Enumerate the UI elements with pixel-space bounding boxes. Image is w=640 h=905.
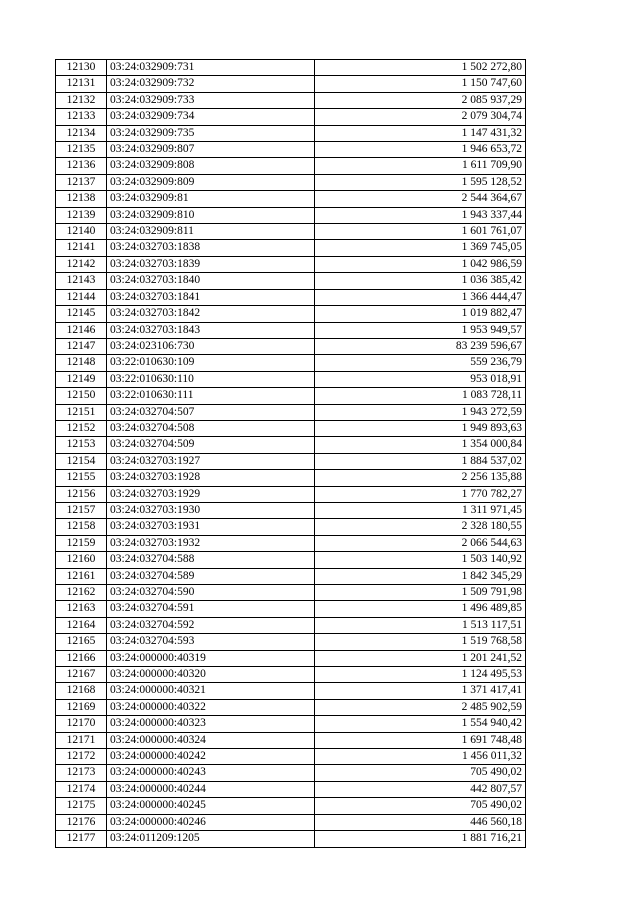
value-cell: 1 124 495,53 — [315, 667, 526, 683]
table-row — [56, 470, 526, 486]
row-number-cell: 12158 — [56, 519, 107, 535]
cadastral-number-cell: 03:24:032703:1930 — [107, 502, 315, 518]
table-row — [56, 831, 526, 847]
cadastral-number-cell: 03:22:010630:111 — [107, 388, 315, 404]
value-cell: 1 946 653,72 — [315, 142, 526, 158]
table-row — [56, 732, 526, 748]
cadastral-number-cell: 03:24:032703:1928 — [107, 470, 315, 486]
cadastral-number-cell: 03:24:000000:40321 — [107, 683, 315, 699]
row-number-cell: 12172 — [56, 749, 107, 765]
value-cell: 559 236,79 — [315, 355, 526, 371]
value-cell: 1 201 241,52 — [315, 650, 526, 666]
value-cell: 1 770 782,27 — [315, 486, 526, 502]
cadastral-number-cell: 03:24:032703:1842 — [107, 306, 315, 322]
value-cell: 1 519 768,58 — [315, 634, 526, 650]
row-number-cell: 12163 — [56, 601, 107, 617]
cadastral-number-cell: 03:24:032909:733 — [107, 92, 315, 108]
value-cell: 1 150 747,60 — [315, 76, 526, 92]
table-row — [56, 142, 526, 158]
row-number-cell: 12162 — [56, 585, 107, 601]
table-row — [56, 650, 526, 666]
row-number-cell: 12148 — [56, 355, 107, 371]
cadastral-number-cell: 03:24:032909:735 — [107, 125, 315, 141]
cadastral-number-cell: 03:24:032909:734 — [107, 109, 315, 125]
cadastral-number-cell: 03:24:032704:592 — [107, 617, 315, 633]
cadastral-number-cell: 03:24:032704:591 — [107, 601, 315, 617]
value-cell: 1 881 716,21 — [315, 831, 526, 847]
value-cell: 1 036 385,42 — [315, 273, 526, 289]
table-row — [56, 667, 526, 683]
cadastral-number-cell: 03:24:000000:40244 — [107, 781, 315, 797]
cadastral-number-cell: 03:24:032909:809 — [107, 174, 315, 190]
value-cell: 1 354 000,84 — [315, 437, 526, 453]
value-cell: 1 509 791,98 — [315, 585, 526, 601]
row-number-cell: 12135 — [56, 142, 107, 158]
table-row — [56, 437, 526, 453]
value-cell: 1 554 940,42 — [315, 716, 526, 732]
cadastral-number-cell: 03:24:032703:1929 — [107, 486, 315, 502]
cadastral-number-cell: 03:24:000000:40324 — [107, 732, 315, 748]
value-cell: 446 560,18 — [315, 814, 526, 830]
row-number-cell: 12140 — [56, 224, 107, 240]
table-row — [56, 338, 526, 354]
row-number-cell: 12136 — [56, 158, 107, 174]
table-row — [56, 388, 526, 404]
cadastral-number-cell: 03:24:032703:1843 — [107, 322, 315, 338]
table-row — [56, 306, 526, 322]
value-cell: 2 085 937,29 — [315, 92, 526, 108]
row-number-cell: 12149 — [56, 371, 107, 387]
table-row — [56, 798, 526, 814]
row-number-cell: 12147 — [56, 338, 107, 354]
row-number-cell: 12175 — [56, 798, 107, 814]
cadastral-number-cell: 03:24:023106:730 — [107, 338, 315, 354]
row-number-cell: 12169 — [56, 699, 107, 715]
row-number-cell: 12159 — [56, 535, 107, 551]
cadastral-number-cell: 03:24:032703:1932 — [107, 535, 315, 551]
row-number-cell: 12167 — [56, 667, 107, 683]
table-row — [56, 502, 526, 518]
row-number-cell: 12164 — [56, 617, 107, 633]
table-row — [56, 371, 526, 387]
row-number-cell: 12138 — [56, 191, 107, 207]
table-row — [56, 420, 526, 436]
cadastral-number-cell: 03:22:010630:110 — [107, 371, 315, 387]
value-cell: 1 595 128,52 — [315, 174, 526, 190]
cadastral-number-cell: 03:24:032909:731 — [107, 60, 315, 76]
table-row — [56, 453, 526, 469]
value-cell: 1 611 709,90 — [315, 158, 526, 174]
table-row — [56, 289, 526, 305]
cadastral-number-cell: 03:24:000000:40246 — [107, 814, 315, 830]
cadastral-number-cell: 03:24:032704:509 — [107, 437, 315, 453]
value-cell: 442 807,57 — [315, 781, 526, 797]
row-number-cell: 12153 — [56, 437, 107, 453]
value-cell: 953 018,91 — [315, 371, 526, 387]
cadastral-number-cell: 03:24:032703:1838 — [107, 240, 315, 256]
cadastral-number-cell: 03:22:010630:109 — [107, 355, 315, 371]
value-cell: 1 943 272,59 — [315, 404, 526, 420]
value-cell: 83 239 596,67 — [315, 338, 526, 354]
row-number-cell: 12160 — [56, 552, 107, 568]
data-table — [55, 59, 526, 848]
row-number-cell: 12150 — [56, 388, 107, 404]
cadastral-number-cell: 03:24:032704:588 — [107, 552, 315, 568]
table-row — [56, 224, 526, 240]
table-row — [56, 552, 526, 568]
cadastral-number-cell: 03:24:000000:40323 — [107, 716, 315, 732]
row-number-cell: 12133 — [56, 109, 107, 125]
cadastral-number-cell: 03:24:032909:808 — [107, 158, 315, 174]
row-number-cell: 12143 — [56, 273, 107, 289]
cadastral-number-cell: 03:24:032704:589 — [107, 568, 315, 584]
value-cell: 1 943 337,44 — [315, 207, 526, 223]
cadastral-number-cell: 03:24:032704:593 — [107, 634, 315, 650]
table-row — [56, 158, 526, 174]
row-number-cell: 12146 — [56, 322, 107, 338]
table-row — [56, 322, 526, 338]
value-cell: 1 842 345,29 — [315, 568, 526, 584]
row-number-cell: 12171 — [56, 732, 107, 748]
cadastral-number-cell: 03:24:032703:1839 — [107, 256, 315, 272]
table-row — [56, 617, 526, 633]
cadastral-number-cell: 03:24:000000:40242 — [107, 749, 315, 765]
value-cell: 1 019 882,47 — [315, 306, 526, 322]
table-row — [56, 125, 526, 141]
value-cell: 1 369 745,05 — [315, 240, 526, 256]
row-number-cell: 12166 — [56, 650, 107, 666]
cadastral-number-cell: 03:24:032909:807 — [107, 142, 315, 158]
table-row — [56, 585, 526, 601]
value-cell: 1 949 893,63 — [315, 420, 526, 436]
cadastral-number-cell: 03:24:000000:40322 — [107, 699, 315, 715]
value-cell: 1 371 417,41 — [315, 683, 526, 699]
row-number-cell: 12165 — [56, 634, 107, 650]
table-row — [56, 273, 526, 289]
value-cell: 1 601 761,07 — [315, 224, 526, 240]
table-row — [56, 174, 526, 190]
row-number-cell: 12131 — [56, 76, 107, 92]
table-row — [56, 716, 526, 732]
cadastral-number-cell: 03:24:032704:508 — [107, 420, 315, 436]
table-row — [56, 76, 526, 92]
table-row — [56, 519, 526, 535]
table-row — [56, 240, 526, 256]
row-number-cell: 12154 — [56, 453, 107, 469]
table-row — [56, 486, 526, 502]
table-row — [56, 699, 526, 715]
row-number-cell: 12177 — [56, 831, 107, 847]
table-row — [56, 207, 526, 223]
value-cell: 1 691 748,48 — [315, 732, 526, 748]
value-cell: 1 502 272,80 — [315, 60, 526, 76]
value-cell: 705 490,02 — [315, 798, 526, 814]
value-cell: 2 544 364,67 — [315, 191, 526, 207]
row-number-cell: 12139 — [56, 207, 107, 223]
value-cell: 2 066 544,63 — [315, 535, 526, 551]
row-number-cell: 12168 — [56, 683, 107, 699]
row-number-cell: 12151 — [56, 404, 107, 420]
table-row — [56, 109, 526, 125]
row-number-cell: 12134 — [56, 125, 107, 141]
table-row — [56, 535, 526, 551]
value-cell: 2 328 180,55 — [315, 519, 526, 535]
row-number-cell: 12156 — [56, 486, 107, 502]
cadastral-number-cell: 03:24:032704:590 — [107, 585, 315, 601]
value-cell: 1 953 949,57 — [315, 322, 526, 338]
row-number-cell: 12170 — [56, 716, 107, 732]
table-row — [56, 634, 526, 650]
row-number-cell: 12174 — [56, 781, 107, 797]
value-cell: 1 083 728,11 — [315, 388, 526, 404]
cadastral-number-cell: 03:24:032909:732 — [107, 76, 315, 92]
value-cell: 1 456 011,32 — [315, 749, 526, 765]
value-cell: 705 490,02 — [315, 765, 526, 781]
cadastral-number-cell: 03:24:032703:1841 — [107, 289, 315, 305]
value-cell: 2 256 135,88 — [315, 470, 526, 486]
row-number-cell: 12142 — [56, 256, 107, 272]
row-number-cell: 12155 — [56, 470, 107, 486]
row-number-cell: 12145 — [56, 306, 107, 322]
table-row — [56, 256, 526, 272]
table-row — [56, 568, 526, 584]
value-cell: 1 513 117,51 — [315, 617, 526, 633]
cadastral-number-cell: 03:24:011209:1205 — [107, 831, 315, 847]
value-cell: 2 079 304,74 — [315, 109, 526, 125]
table-row — [56, 60, 526, 76]
table-row — [56, 92, 526, 108]
row-number-cell: 12144 — [56, 289, 107, 305]
row-number-cell: 12141 — [56, 240, 107, 256]
row-number-cell: 12152 — [56, 420, 107, 436]
value-cell: 1 884 537,02 — [315, 453, 526, 469]
cadastral-number-cell: 03:24:000000:40243 — [107, 765, 315, 781]
row-number-cell: 12157 — [56, 502, 107, 518]
table-row — [56, 191, 526, 207]
row-number-cell: 12176 — [56, 814, 107, 830]
row-number-cell: 12137 — [56, 174, 107, 190]
value-cell: 1 147 431,32 — [315, 125, 526, 141]
table-row — [56, 781, 526, 797]
table-row — [56, 814, 526, 830]
cadastral-number-cell: 03:24:032909:810 — [107, 207, 315, 223]
row-number-cell: 12161 — [56, 568, 107, 584]
cadastral-number-cell: 03:24:032909:811 — [107, 224, 315, 240]
row-number-cell: 12130 — [56, 60, 107, 76]
table-row — [56, 355, 526, 371]
value-cell: 2 485 902,59 — [315, 699, 526, 715]
table-row — [56, 749, 526, 765]
row-number-cell: 12173 — [56, 765, 107, 781]
table-row — [56, 404, 526, 420]
table-row — [56, 765, 526, 781]
cadastral-number-cell: 03:24:000000:40245 — [107, 798, 315, 814]
cadastral-number-cell: 03:24:032703:1927 — [107, 453, 315, 469]
cadastral-number-cell: 03:24:000000:40319 — [107, 650, 315, 666]
value-cell: 1 503 140,92 — [315, 552, 526, 568]
value-cell: 1 366 444,47 — [315, 289, 526, 305]
cadastral-number-cell: 03:24:032703:1840 — [107, 273, 315, 289]
cadastral-number-cell: 03:24:032704:507 — [107, 404, 315, 420]
value-cell: 1 311 971,45 — [315, 502, 526, 518]
value-cell: 1 496 489,85 — [315, 601, 526, 617]
cadastral-number-cell: 03:24:000000:40320 — [107, 667, 315, 683]
row-number-cell: 12132 — [56, 92, 107, 108]
table-row — [56, 601, 526, 617]
value-cell: 1 042 986,59 — [315, 256, 526, 272]
cadastral-number-cell: 03:24:032909:81 — [107, 191, 315, 207]
table-body — [56, 60, 526, 848]
table-row — [56, 683, 526, 699]
cadastral-number-cell: 03:24:032703:1931 — [107, 519, 315, 535]
